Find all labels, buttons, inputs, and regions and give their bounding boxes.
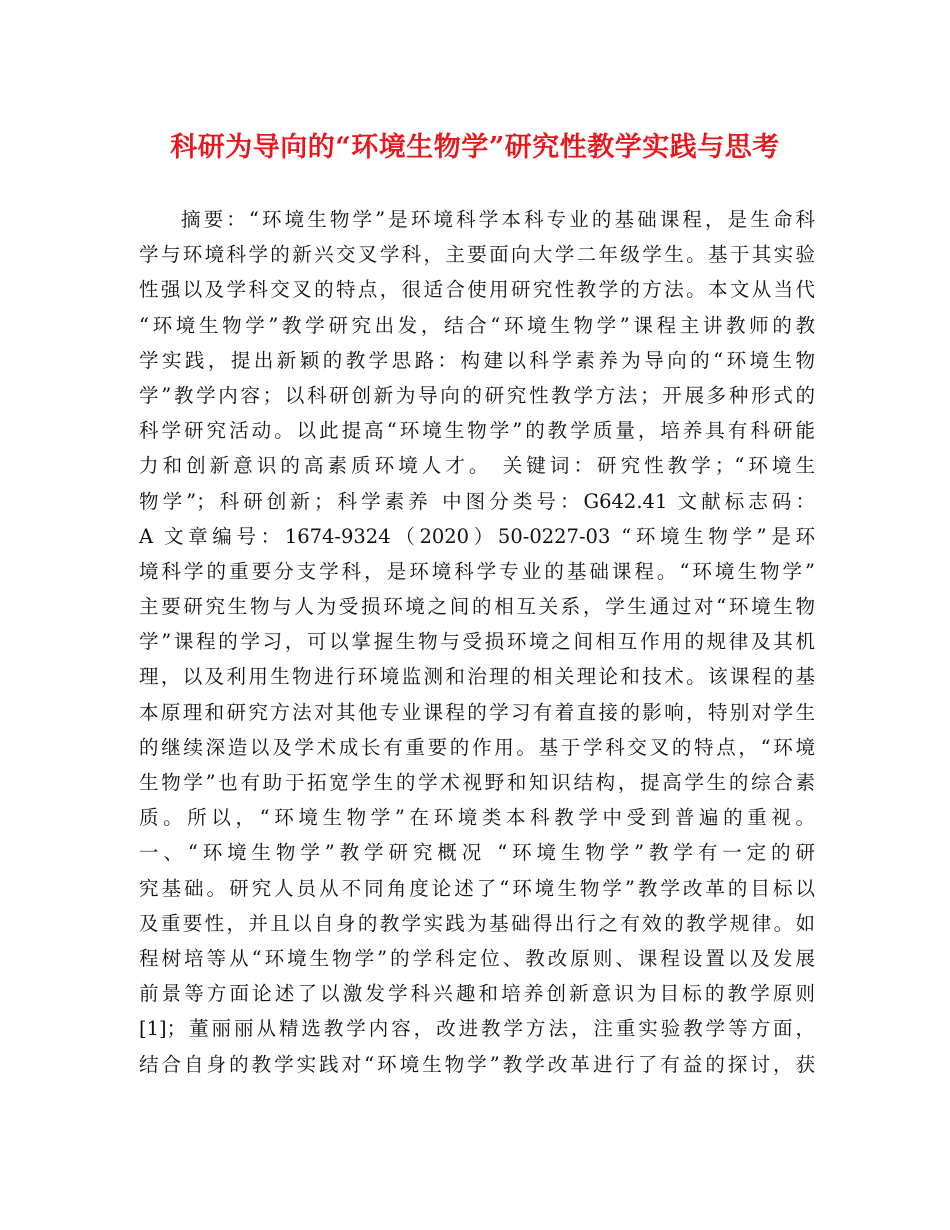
body-line: 学实践，提出新颖的教学思路：构建以科学素养为导向的“环境生物 xyxy=(139,348,815,372)
body-line: 生物学”也有助于拓宽学生的学术视野和知识结构，提高学生的综合素 xyxy=(139,771,815,794)
body-line: 及重要性，并且以自身的教学实践为基础得出行之有效的教学规律。如 xyxy=(139,911,815,935)
body-line: 结合自身的教学实践对“环境生物学”教学改革进行了有益的探讨，获 xyxy=(139,1052,815,1076)
document-title: 科研为导向的“环境生物学”研究性教学实践与思考 xyxy=(170,132,780,163)
body-line: 一、“环境生物学”教学研究概况 “环境生物学”教学有一定的研 xyxy=(139,841,815,865)
body-line: 理，以及利用生物进行环境监测和治理的相关理论和技术。该课程的基 xyxy=(139,665,815,689)
body-line: A 文章编号：1674-9324（2020）50-0227-03 “环境生物学”是环 xyxy=(139,524,815,548)
body-line: 性强以及学科交叉的特点，很适合使用研究性教学的方法。本文从当代 xyxy=(139,278,815,302)
body-line: 究基础。研究人员从不同角度论述了“环境生物学”教学改革的目标以 xyxy=(139,876,815,900)
body-line: 科学研究活动。以此提高“环境生物学”的教学质量，培养具有科研能 xyxy=(139,419,815,443)
body-line: [1]；董丽丽从精选教学内容，改进教学方法，注重实验教学等方面， xyxy=(139,1017,815,1041)
body-line: “环境生物学”教学研究出发，结合“环境生物学”课程主讲教师的教 xyxy=(139,313,815,337)
body-line: 程树培等从“环境生物学”的学科定位、教改原则、课程设置以及发展 xyxy=(139,946,815,970)
body-line: 前景等方面论述了以激发学科兴趣和培养创新意识为目标的教学原则 xyxy=(139,982,815,1006)
body-line: 学”教学内容；以科研创新为导向的研究性教学方法；开展多种形式的 xyxy=(139,383,815,407)
body-line: 摘要：“环境生物学”是环境科学本科专业的基础课程，是生命科 xyxy=(181,208,815,231)
body-line: 物学”；科研创新；科学素养 中图分类号：G642.41 文献标志码： xyxy=(139,489,815,513)
body-line: 的继续深造以及学术成长有重要的作用。基于学科交叉的特点，“环境 xyxy=(139,735,815,759)
body-line: 学与环境科学的新兴交叉学科，主要面向大学二年级学生。基于其实验 xyxy=(139,243,815,267)
body-line: 力和创新意识的高素质环境人才。 关键词：研究性教学；“环境生 xyxy=(139,454,815,478)
body-line: 质。所以，“环境生物学”在环境类本科教学中受到普遍的重视。 xyxy=(139,806,815,830)
document-body xyxy=(139,202,815,1082)
body-line: 主要研究生物与人为受损环境之间的相互关系，学生通过对“环境生物 xyxy=(139,595,815,619)
body-line: 学”课程的学习，可以掌握生物与受损环境之间相互作用的规律及其机 xyxy=(139,630,815,654)
body-line: 境科学的重要分支学科，是环境科学专业的基础课程。“环境生物学” xyxy=(139,559,815,583)
body-line: 本原理和研究方法对其他专业课程的学习有着直接的影响，特别对学生 xyxy=(139,700,815,724)
